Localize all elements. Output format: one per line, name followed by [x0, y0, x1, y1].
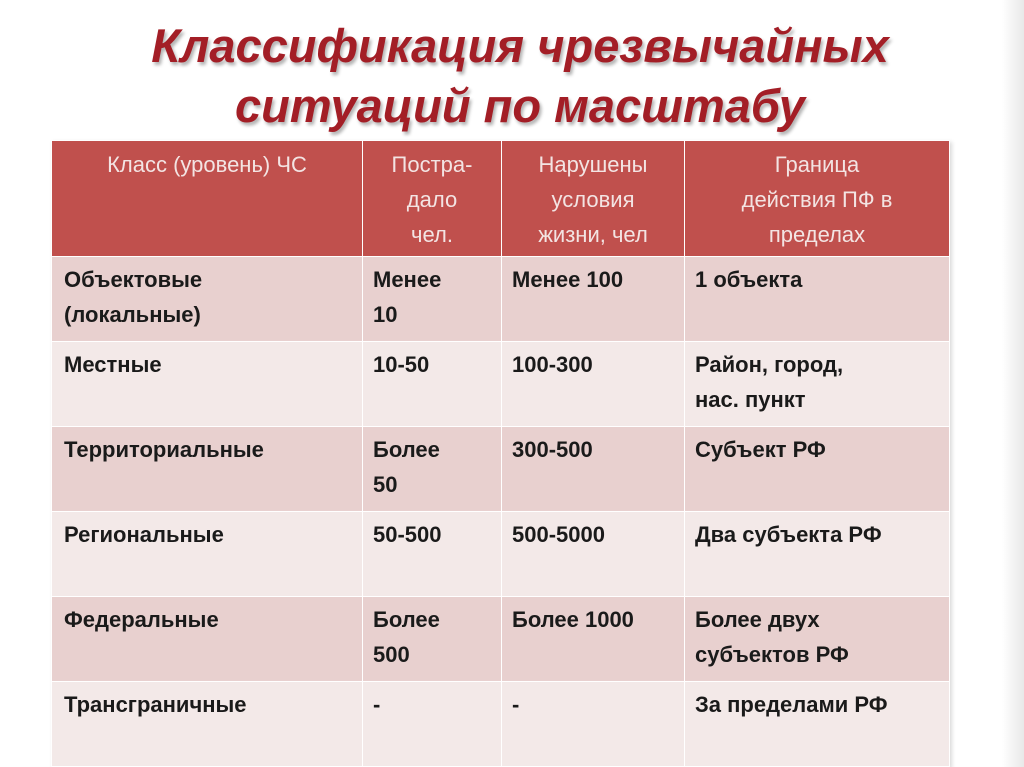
cell-disrupted	[502, 682, 685, 767]
cell-boundary	[685, 257, 950, 342]
header-disrupted-line: условия	[551, 187, 635, 212]
header-victims-line: чел.	[411, 222, 453, 247]
header-boundary-line: Граница	[774, 152, 860, 177]
cell-line: Территориальные	[64, 437, 264, 462]
cell-line: нас. пункт	[695, 387, 806, 412]
table-header-row	[52, 141, 950, 257]
cell-victims	[363, 682, 502, 767]
emergency-classification-table	[51, 140, 950, 767]
cell-class	[52, 427, 363, 512]
cell-line: Субъект РФ	[695, 437, 826, 462]
cell-line: 50	[373, 472, 398, 497]
header-victims-line: Постра-	[391, 152, 473, 177]
cell-line: 10-50	[373, 352, 430, 377]
cell-line: Объектовые	[64, 267, 203, 292]
cell-disrupted	[502, 427, 685, 512]
header-victims	[363, 141, 502, 257]
cell-line: За пределами РФ	[695, 692, 888, 717]
header-boundary	[685, 141, 950, 257]
cell-boundary	[685, 427, 950, 512]
cell-line: 50-500	[373, 522, 442, 547]
cell-line: 500	[373, 642, 410, 667]
slide-title-line-2: ситуаций по масштабу	[235, 79, 805, 132]
cell-disrupted	[502, 512, 685, 597]
cell-victims	[363, 512, 502, 597]
cell-class	[52, 257, 363, 342]
table-row	[52, 512, 950, 597]
table-row	[52, 597, 950, 682]
cell-class	[52, 342, 363, 427]
table-row	[52, 427, 950, 512]
slide-title-line-1: Классификация чрезвычайных	[151, 19, 889, 72]
header-disrupted-line: жизни, чел	[538, 222, 648, 247]
cell-line: 500-5000	[512, 522, 605, 547]
cell-victims	[363, 342, 502, 427]
cell-boundary	[685, 682, 950, 767]
cell-boundary	[685, 342, 950, 427]
table-row	[52, 257, 950, 342]
header-class	[52, 141, 363, 257]
cell-line: Более двух	[695, 607, 820, 632]
cell-line: 300-500	[512, 437, 593, 462]
cell-line: 10	[373, 302, 398, 327]
header-boundary-line: пределах	[768, 222, 866, 247]
cell-line: (локальные)	[64, 302, 201, 327]
cell-class	[52, 512, 363, 597]
cell-line: 100-300	[512, 352, 593, 377]
header-victims-line: дало	[406, 187, 458, 212]
cell-line: Федеральные	[64, 607, 219, 632]
cell-victims	[363, 427, 502, 512]
cell-line: Менее 100	[512, 267, 624, 292]
cell-disrupted	[502, 597, 685, 682]
cell-disrupted	[502, 257, 685, 342]
header-disrupted	[502, 141, 685, 257]
cell-line: Более	[373, 437, 440, 462]
table-row	[52, 342, 950, 427]
cell-boundary	[685, 597, 950, 682]
slide-title	[60, 16, 980, 136]
cell-line: Менее	[373, 267, 442, 292]
cell-line: Региональные	[64, 522, 224, 547]
cell-line: Район, город,	[695, 352, 844, 377]
cell-line: Два субъекта РФ	[695, 522, 882, 547]
cell-line: Местные	[64, 352, 162, 377]
cell-line: Более	[373, 607, 440, 632]
table-row	[52, 682, 950, 767]
cell-class	[52, 597, 363, 682]
cell-class	[52, 682, 363, 767]
cell-line: 1 объекта	[695, 267, 803, 292]
cell-line: субъектов РФ	[695, 642, 849, 667]
cell-line: Более 1000	[512, 607, 634, 632]
cell-line: -	[512, 692, 520, 717]
cell-victims	[363, 597, 502, 682]
cell-line: -	[373, 692, 381, 717]
header-disrupted-line: Нарушены	[538, 152, 648, 177]
header-boundary-line: действия ПФ в	[741, 187, 893, 212]
cell-disrupted	[502, 342, 685, 427]
cell-victims	[363, 257, 502, 342]
slide-edge-shadow	[1002, 0, 1024, 767]
cell-line: Трансграничные	[64, 692, 247, 717]
cell-boundary	[685, 512, 950, 597]
header-class-line: Класс (уровень) ЧС	[107, 152, 307, 177]
